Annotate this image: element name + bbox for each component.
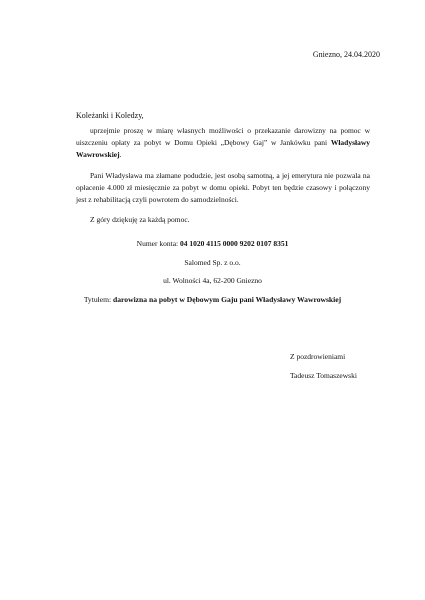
transfer-title-label: Tytułem: <box>83 295 114 304</box>
bank-account-line <box>0 239 425 248</box>
bank-account-label: Numer konta: <box>136 239 180 248</box>
paragraph-situation: Pani Władysława ma złamane podudzie, jest osobą samotną, a jej emerytura nie pozwala na opłacenie 4.000 zł miesięcznie za pobyt w domu opieki. Pobyt ten będzie czasowy i połączony jest z rehabilitacją czyli powrotem do samodzielności. <box>76 171 370 204</box>
paragraph-request <box>76 125 370 161</box>
salutation: Koleżanki i Koledzy, <box>76 111 144 120</box>
transfer-title-line <box>0 295 425 304</box>
paragraph-request-end: . <box>119 150 122 159</box>
beneficiary-name: Władysławy Wawrowskiej <box>76 138 370 159</box>
bank-account-number: 04 1020 4115 0000 9202 0107 8351 <box>179 239 289 248</box>
letter-date: Gniezno, 24.04.2020 <box>312 50 380 59</box>
paragraph-thanks: Z góry dziękuję za każdą pomoc. <box>90 215 190 224</box>
company-name: Salomed Sp. z o.o. <box>184 258 241 267</box>
signature-name: Tadeusz Tomaszewski <box>290 371 357 380</box>
closing-greeting: Z pozdrowieniami <box>290 352 346 361</box>
transfer-title-value: darowizna na pobyt w Dębowym Gaju pani Władysławy Wawrowskiej <box>113 295 342 304</box>
company-address: ul. Wolności 4a, 62-200 Gniezno <box>163 276 262 285</box>
paragraph-request-text: uprzejmie proszę w miarę własnych możliwości o przekazanie darowizny na pomoc w uiszczeniu opłaty za pobyt w Domu Opieki „Dębowy Gaj” w Jankówku pani <box>76 126 370 147</box>
